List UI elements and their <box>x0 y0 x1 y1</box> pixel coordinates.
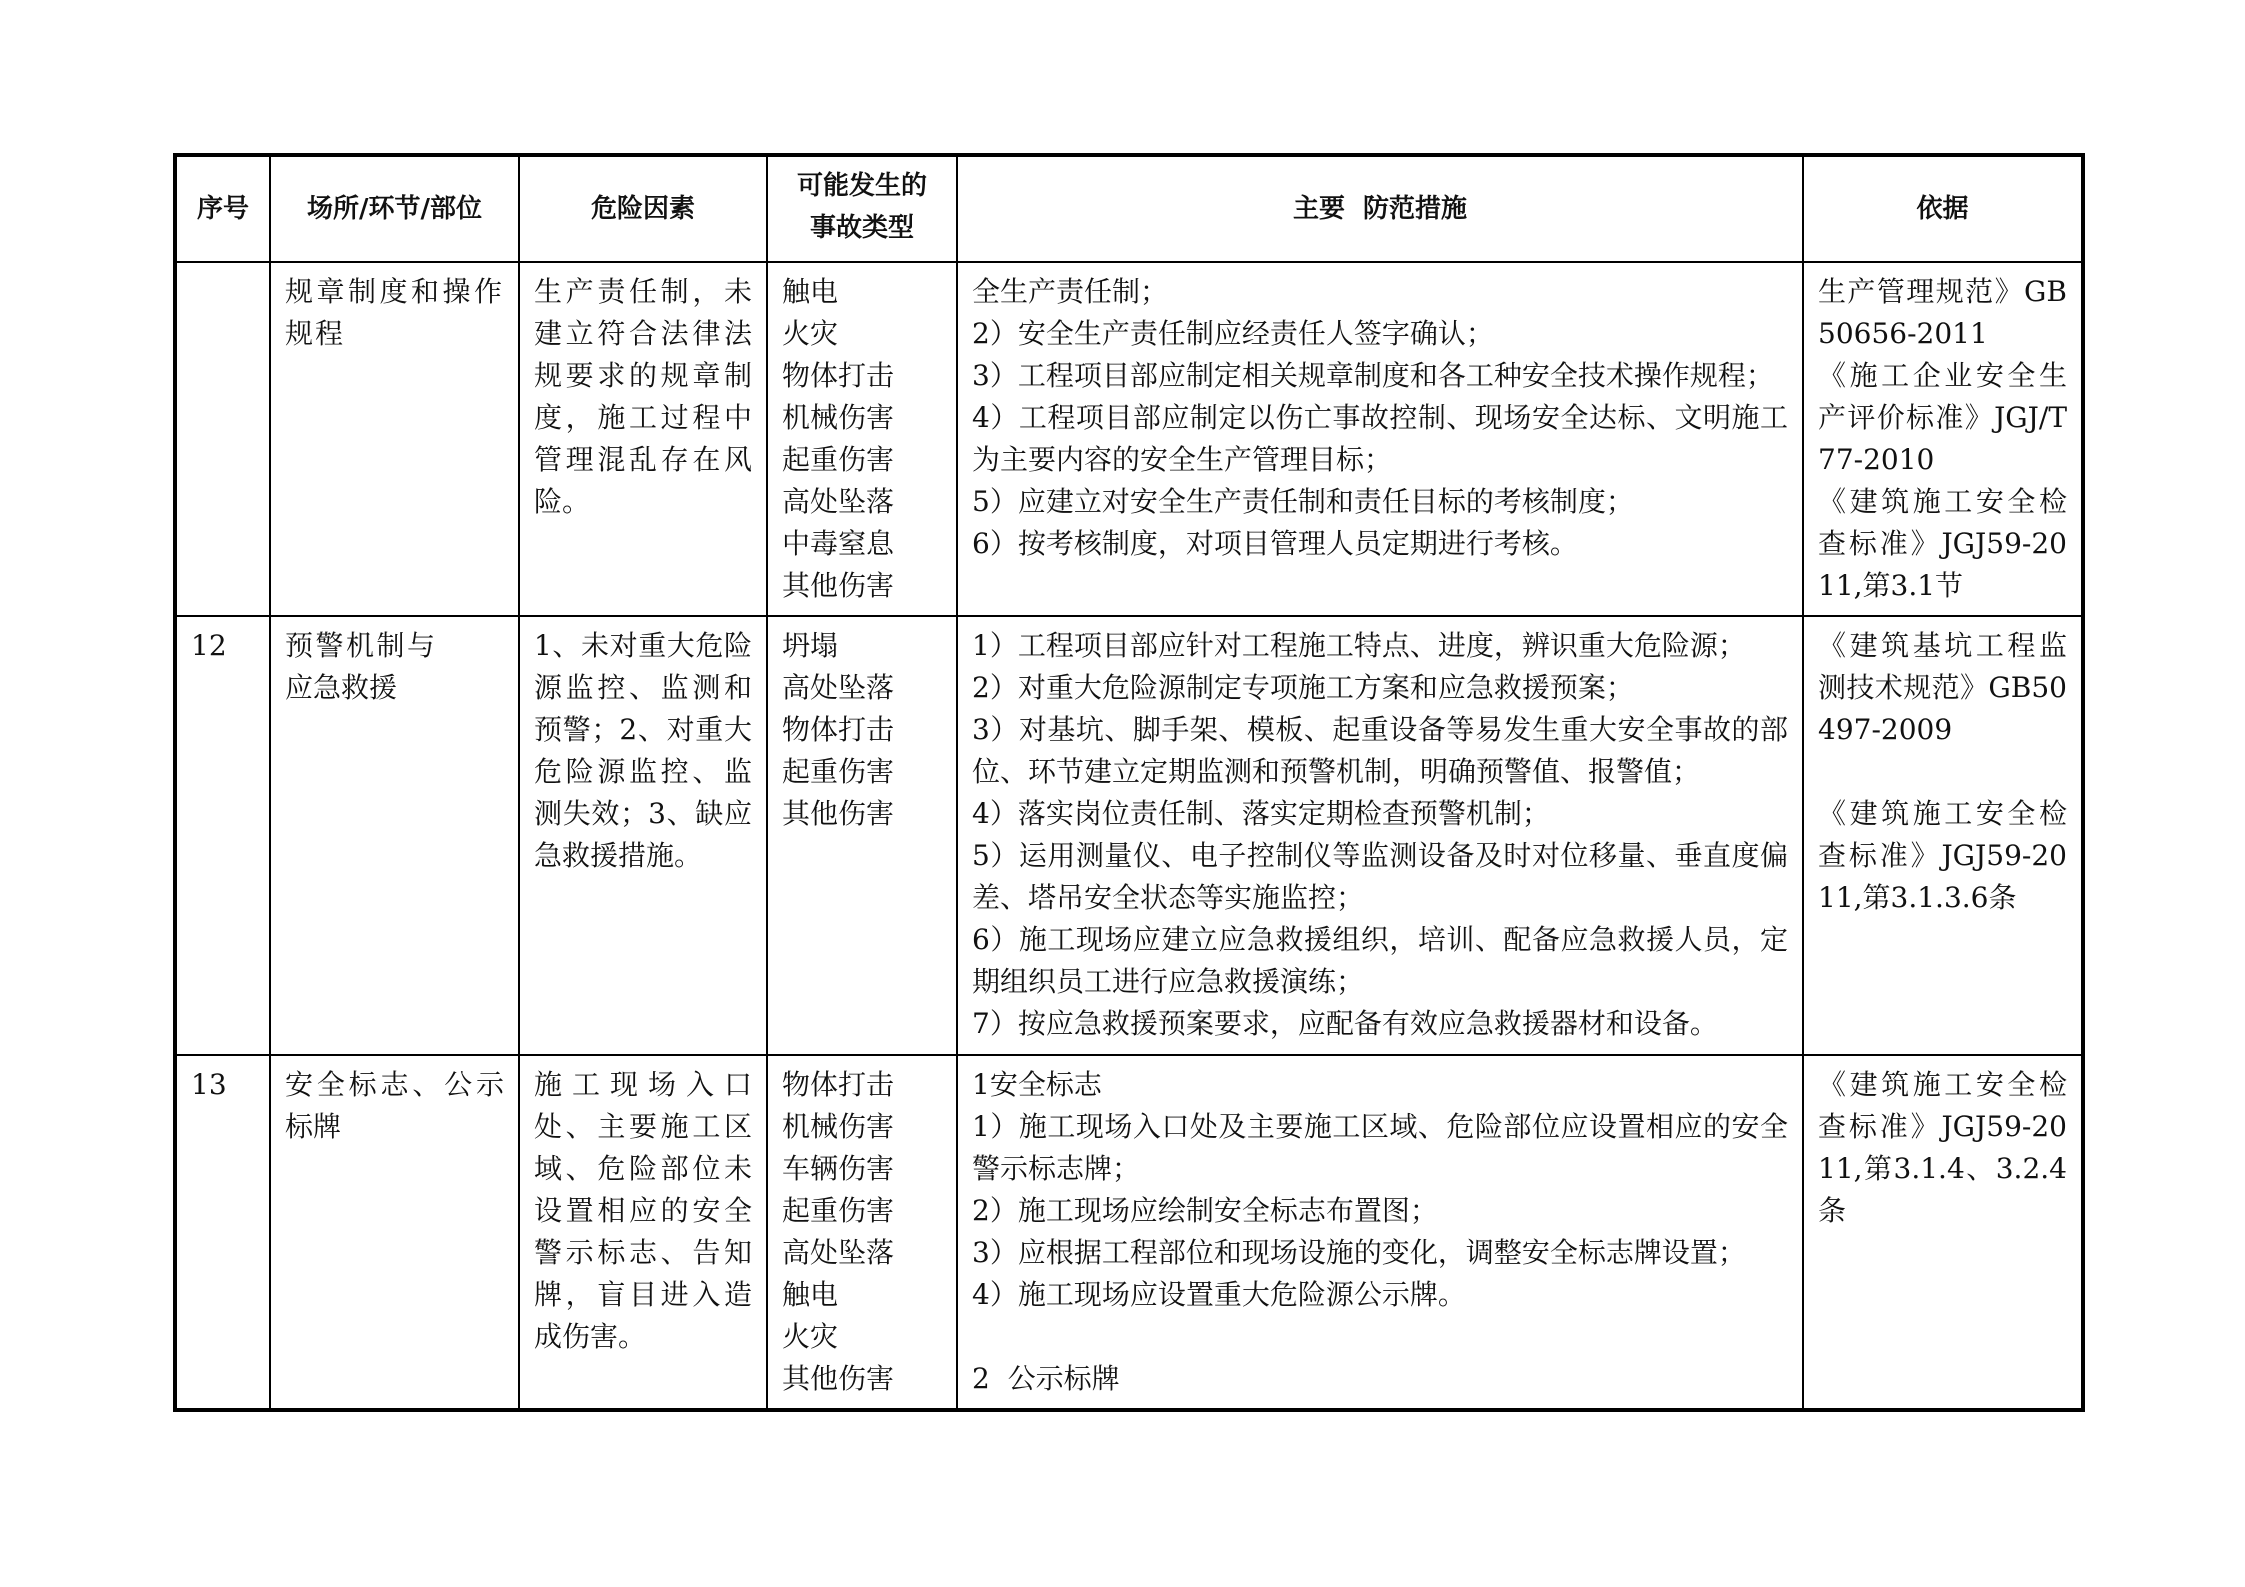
row-basis-cell <box>1803 616 2083 1055</box>
basis-item: 《建筑施工安全检查标准》JGJ59-2011,第3.1.4、3.2.4条 <box>1818 1068 2067 1227</box>
measure-item: 2）施工现场应绘制安全标志布置图； <box>972 1194 1438 1227</box>
measure-item: 2）对重大危险源制定专项施工方案和应急救援预案； <box>972 671 1634 704</box>
measure-item: 1）工程项目部应针对工程施工特点、进度，辨识重大危险源； <box>972 629 1746 662</box>
measure-item: 6）按考核制度，对项目管理人员定期进行考核。 <box>972 527 1578 560</box>
row-basis-list <box>1804 1056 2081 1240</box>
row-hazard-cell <box>519 616 767 1055</box>
accident-item: 高处坠落 <box>782 1236 895 1269</box>
accident-item: 起重伤害 <box>782 1194 895 1227</box>
row-measures-list <box>958 617 1802 1053</box>
accident-item: 中毒窒息 <box>782 527 895 560</box>
row-location-cell <box>270 262 519 616</box>
row-measures-cell <box>957 1055 1803 1410</box>
accident-item: 物体打击 <box>782 713 895 746</box>
row-measures-cell <box>957 616 1803 1055</box>
basis-item <box>1818 751 2067 793</box>
accident-item: 机械伤害 <box>782 1110 895 1143</box>
row-accidents-list <box>768 263 956 615</box>
header-measures: 主要 防范措施 <box>957 155 1803 262</box>
header-accident-type-line2: 事故类型 <box>809 213 914 243</box>
accident-item: 触电 <box>782 1278 839 1311</box>
row-location-cell <box>270 616 519 1055</box>
measure-item: 4）施工现场应设置重大危险源公示牌。 <box>972 1278 1466 1311</box>
basis-item: 《施工企业安全生产评价标准》JGJ/T77-2010 <box>1818 359 2067 476</box>
row-hazard: 施工现场入口处、主要施工区域、危险部位未设置相应的安全警示标志、告知牌，盲目进入造成伤害。 <box>534 1068 752 1353</box>
row-basis-list <box>1804 617 2081 927</box>
row-hazard-cell <box>519 1055 767 1410</box>
measure-item: 1安全标志 <box>972 1068 1102 1101</box>
row-location-cell <box>270 1055 519 1410</box>
measure-item: 4）工程项目部应制定以伤亡事故控制、现场安全达标、文明施工为主要内容的安全生产管理目标； <box>972 401 1788 476</box>
measure-item: 1）施工现场入口处及主要施工区域、危险部位应设置相应的安全警示标志牌； <box>972 1110 1788 1185</box>
row-location: 安全标志、公示标牌 <box>285 1068 504 1143</box>
accident-item: 高处坠落 <box>782 671 895 704</box>
measure-item: 6）施工现场应建立应急救援组织，培训、配备应急救援人员，定期组织员工进行应急救援演练； <box>972 923 1788 998</box>
header-accident-type-line1: 可能发生的 <box>796 171 927 201</box>
row-measures-list <box>958 1056 1802 1408</box>
basis-item: 《建筑施工安全检查标准》JGJ59-2011,第3.1节 <box>1818 485 2067 602</box>
header-location: 场所/环节/部位 <box>270 155 519 262</box>
row-accidents-list <box>768 1056 956 1408</box>
basis-item: 生产管理规范》GB50656-2011 <box>1818 275 2067 350</box>
measure-item: 2 公示标牌 <box>972 1362 1120 1395</box>
row-measures-cell <box>957 262 1803 616</box>
measure-item: 3）应根据工程部位和现场设施的变化，调整安全标志牌设置； <box>972 1236 1746 1269</box>
row-basis-cell <box>1803 262 2083 616</box>
accident-item: 起重伤害 <box>782 443 895 476</box>
accident-item: 其他伤害 <box>782 569 895 602</box>
measure-item: 5）运用测量仪、电子控制仪等监测设备及时对位移量、垂直度偏差、塔吊安全状态等实施监控； <box>972 839 1788 914</box>
measure-item: 4）落实岗位责任制、落实定期检查预警机制； <box>972 797 1550 830</box>
row-accidents-cell <box>767 262 957 616</box>
measure-item: 3）工程项目部应制定相关规章制度和各工种安全技术操作规程； <box>972 359 1774 392</box>
measure-item: 7）按应急救援预案要求，应配备有效应急救援器材和设备。 <box>972 1007 1718 1040</box>
row-location: 预警机制与应急救援 <box>285 629 435 704</box>
header-accident-type <box>767 155 957 262</box>
row-seq-cell <box>175 1055 270 1410</box>
header-seq: 序号 <box>175 155 270 262</box>
row-seq: 12 <box>191 629 227 662</box>
accident-item: 高处坠落 <box>782 485 895 518</box>
table-row <box>175 1055 2083 1410</box>
table-header-row <box>175 155 2083 262</box>
accident-item: 起重伤害 <box>782 755 895 788</box>
accident-item: 其他伤害 <box>782 797 895 830</box>
measure-item: 2）安全生产责任制应经责任人签字确认； <box>972 317 1494 350</box>
table-row <box>175 616 2083 1055</box>
row-seq-cell <box>175 616 270 1055</box>
row-seq: 13 <box>191 1068 227 1101</box>
header-basis: 依据 <box>1803 155 2083 262</box>
row-location: 规章制度和操作规程 <box>285 275 504 350</box>
accident-item: 火灾 <box>782 1320 839 1353</box>
row-accidents-cell <box>767 1055 957 1410</box>
accident-item: 物体打击 <box>782 359 895 392</box>
row-accidents-list <box>768 617 956 843</box>
row-seq <box>177 263 269 279</box>
row-hazard: 1、未对重大危险源监控、监测和预警；2、对重大危险源监控、监测失效；3、缺应急救援措施。 <box>534 629 752 872</box>
row-hazard-cell <box>519 262 767 616</box>
accident-item: 触电 <box>782 275 839 308</box>
basis-item: 《建筑施工安全检查标准》JGJ59-2011,第3.1.3.6条 <box>1818 797 2067 914</box>
row-basis-cell <box>1803 1055 2083 1410</box>
accident-item: 机械伤害 <box>782 401 895 434</box>
measure-item <box>972 1316 1788 1358</box>
row-seq-cell <box>175 262 270 616</box>
measure-item: 3）对基坑、脚手架、模板、起重设备等易发生重大安全事故的部位、环节建立定期监测和预警机制，明确预警值、报警值； <box>972 713 1788 788</box>
row-accidents-cell <box>767 616 957 1055</box>
measure-item: 全生产责任制； <box>972 275 1169 308</box>
accident-item: 坍塌 <box>782 629 839 662</box>
row-basis-list <box>1804 263 2081 615</box>
header-hazard: 危险因素 <box>519 155 767 262</box>
row-hazard: 生产责任制，未建立符合法律法规要求的规章制度，施工过程中管理混乱存在风险。 <box>534 275 752 518</box>
accident-item: 其他伤害 <box>782 1362 895 1395</box>
basis-item: 《建筑基坑工程监测技术规范》GB50497-2009 <box>1818 629 2067 746</box>
table-row <box>175 262 2083 616</box>
accident-item: 车辆伤害 <box>782 1152 895 1185</box>
risk-control-table <box>173 153 2085 1412</box>
row-measures-list <box>958 263 1802 573</box>
accident-item: 火灾 <box>782 317 839 350</box>
measure-item: 5）应建立对安全生产责任制和责任目标的考核制度； <box>972 485 1634 518</box>
accident-item: 物体打击 <box>782 1068 895 1101</box>
